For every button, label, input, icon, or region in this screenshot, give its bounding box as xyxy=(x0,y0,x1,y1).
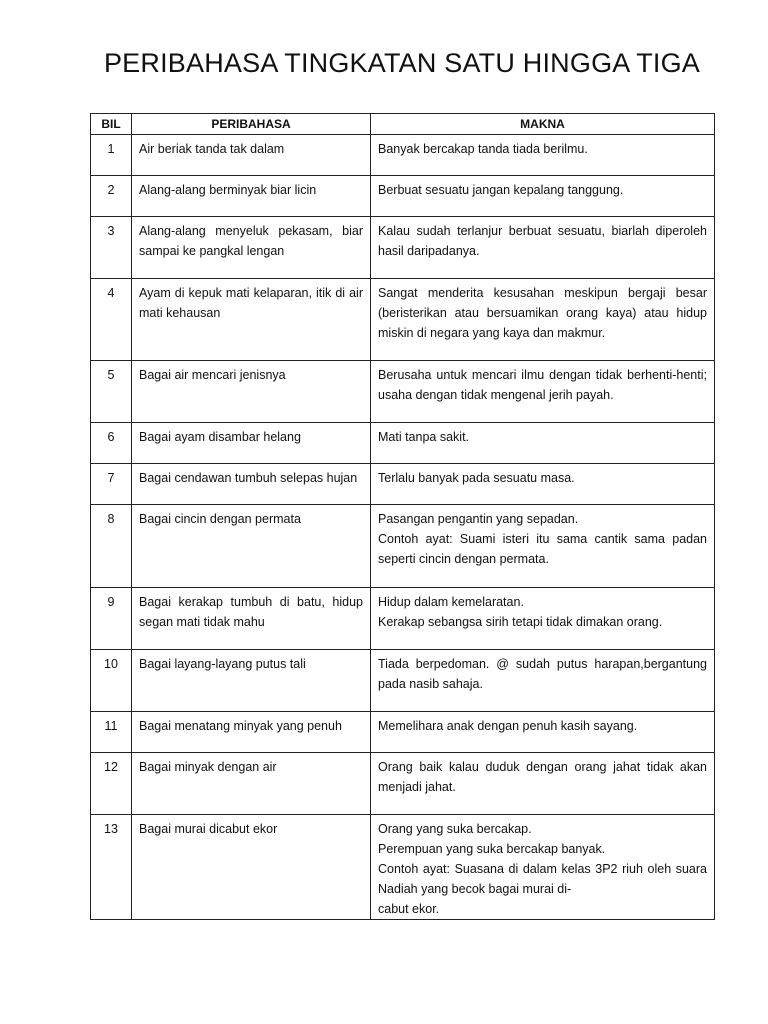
makna-line: Tiada berpedoman. @ sudah putus harapan,bergantung pada nasib sahaja. xyxy=(378,657,707,691)
makna-line: Orang yang suka bercakap. xyxy=(378,822,532,836)
table-row xyxy=(91,464,715,505)
makna-line: Contoh ayat: Suami isteri itu sama cantik sama padan seperti cincin dengan permata. xyxy=(378,532,707,566)
makna-line: cabut ekor. xyxy=(378,902,440,916)
makna-line: Kalau sudah terlanjur berbuat sesuatu, biarlah diperoleh hasil daripadanya. xyxy=(378,224,707,258)
table-row xyxy=(91,217,715,279)
cell-bil: 1 xyxy=(91,135,132,176)
cell-bil: 7 xyxy=(91,464,132,505)
cell-peribahasa: Ayam di kepuk mati kelaparan, itik di air mati kehausan xyxy=(132,279,371,361)
cell-makna xyxy=(371,650,715,712)
makna-line: Contoh ayat: Suasana di dalam kelas 3P2 riuh oleh suara Nadiah yang becok bagai murai di- xyxy=(378,862,707,896)
cell-makna xyxy=(371,217,715,279)
cell-peribahasa: Bagai layang-layang putus tali xyxy=(132,650,371,712)
cell-makna xyxy=(371,505,715,588)
page-title: PERIBAHASA TINGKATAN SATU HINGGA TIGA xyxy=(103,48,701,78)
cell-bil: 10 xyxy=(91,650,132,712)
cell-peribahasa: Alang-alang menyeluk pekasam, biar sampai ke pangkal lengan xyxy=(132,217,371,279)
cell-makna xyxy=(371,176,715,217)
cell-peribahasa: Bagai cincin dengan permata xyxy=(132,505,371,588)
cell-bil: 13 xyxy=(91,815,132,920)
header-makna: MAKNA xyxy=(371,114,715,135)
table-row xyxy=(91,815,715,920)
table-row xyxy=(91,712,715,753)
cell-peribahasa: Bagai menatang minyak yang penuh xyxy=(132,712,371,753)
cell-bil: 12 xyxy=(91,753,132,815)
cell-makna xyxy=(371,464,715,505)
peribahasa-table xyxy=(90,113,715,920)
makna-line: Pasangan pengantin yang sepadan. xyxy=(378,512,579,526)
cell-peribahasa: Air beriak tanda tak dalam xyxy=(132,135,371,176)
cell-makna xyxy=(371,135,715,176)
header-bil: BIL xyxy=(91,114,132,135)
table-body xyxy=(91,135,715,920)
makna-line: Berusaha untuk mencari ilmu dengan tidak berhenti-henti; usaha dengan tidak mengenal jerih payah. xyxy=(378,368,707,402)
cell-peribahasa: Bagai kerakap tumbuh di batu, hidup segan mati tidak mahu xyxy=(132,588,371,650)
cell-bil: 9 xyxy=(91,588,132,650)
table-row xyxy=(91,753,715,815)
cell-peribahasa: Alang-alang berminyak biar licin xyxy=(132,176,371,217)
cell-peribahasa: Bagai cendawan tumbuh selepas hujan xyxy=(132,464,371,505)
cell-bil: 2 xyxy=(91,176,132,217)
cell-bil: 5 xyxy=(91,361,132,423)
table-row xyxy=(91,135,715,176)
makna-line: Terlalu banyak pada sesuatu masa. xyxy=(378,471,575,485)
cell-peribahasa: Bagai murai dicabut ekor xyxy=(132,815,371,920)
cell-bil: 6 xyxy=(91,423,132,464)
table-row xyxy=(91,279,715,361)
makna-line: Sangat menderita kesusahan meskipun bergaji besar (beristerikan atau bersuamikan orang kaya) atau hidup miskin di negara yang kaya dan makmur. xyxy=(378,286,707,340)
makna-line: Kerakap sebangsa sirih tetapi tidak dimakan orang. xyxy=(378,615,663,629)
makna-line: Orang baik kalau duduk dengan orang jahat tidak akan menjadi jahat. xyxy=(378,760,707,794)
cell-makna xyxy=(371,815,715,920)
cell-peribahasa: Bagai air mencari jenisnya xyxy=(132,361,371,423)
cell-makna xyxy=(371,361,715,423)
table-row xyxy=(91,176,715,217)
cell-peribahasa: Bagai ayam disambar helang xyxy=(132,423,371,464)
cell-bil: 11 xyxy=(91,712,132,753)
makna-line: Berbuat sesuatu jangan kepalang tanggung. xyxy=(378,183,624,197)
table-row xyxy=(91,361,715,423)
cell-makna xyxy=(371,712,715,753)
cell-peribahasa: Bagai minyak dengan air xyxy=(132,753,371,815)
header-peribahasa: PERIBAHASA xyxy=(132,114,371,135)
cell-bil: 4 xyxy=(91,279,132,361)
cell-makna xyxy=(371,279,715,361)
table-row xyxy=(91,588,715,650)
cell-bil: 3 xyxy=(91,217,132,279)
makna-line: Mati tanpa sakit. xyxy=(378,430,470,444)
cell-makna xyxy=(371,423,715,464)
makna-line: Banyak bercakap tanda tiada berilmu. xyxy=(378,142,588,156)
table-row xyxy=(91,423,715,464)
makna-line: Perempuan yang suka bercakap banyak. xyxy=(378,842,606,856)
cell-makna xyxy=(371,753,715,815)
cell-bil: 8 xyxy=(91,505,132,588)
makna-line: Memelihara anak dengan penuh kasih sayang. xyxy=(378,719,638,733)
table-row xyxy=(91,505,715,588)
makna-line: Hidup dalam kemelaratan. xyxy=(378,595,524,609)
table-row xyxy=(91,650,715,712)
cell-makna xyxy=(371,588,715,650)
table-header xyxy=(91,114,715,135)
